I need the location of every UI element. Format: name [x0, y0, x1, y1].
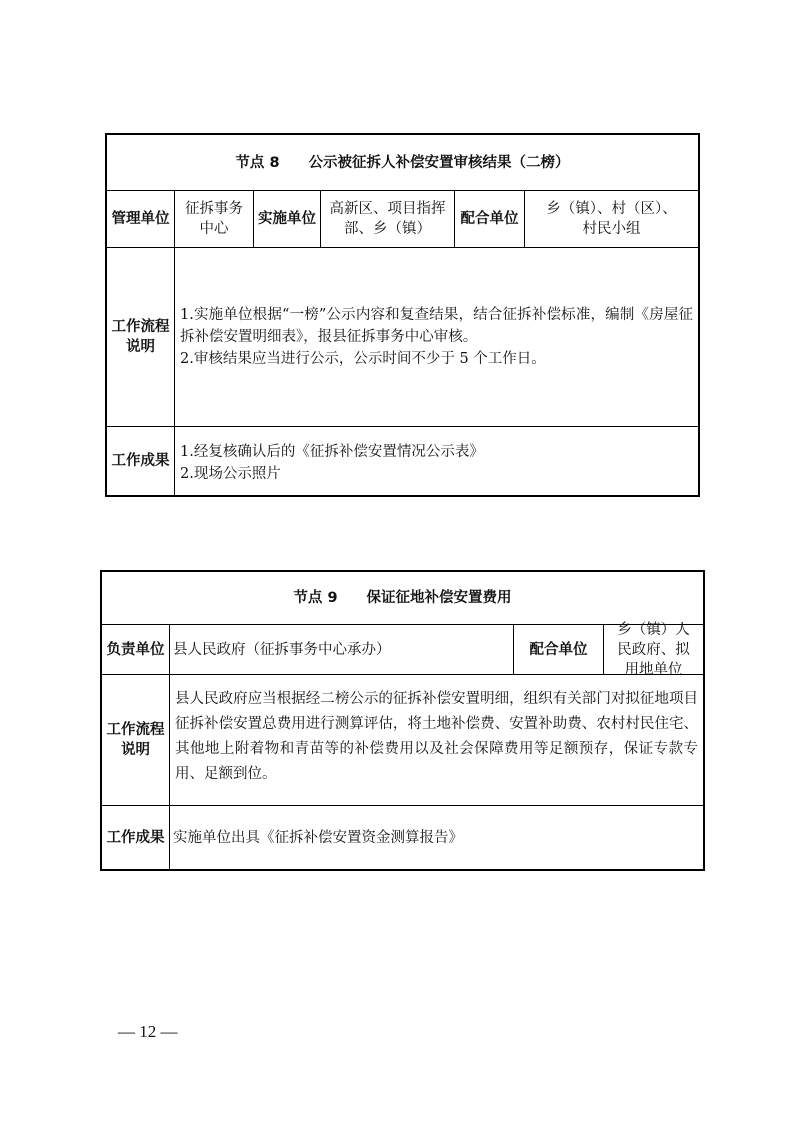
node9-flow-text: 县人民政府应当根据经二榜公示的征拆补偿安置明细，组织有关部门对拟征地项目征拆补偿安置总费用进行测算评估，将土地补偿费、安置补助费、农村村民住宅、其他地上附着物和青苗等的补偿费用以及社会保障费用等足额预存，保证专款专用、足额到位。 — [175, 691, 698, 782]
node8-result-item-2: 2.现场公示照片 — [180, 466, 281, 482]
node8-flow-content — [174, 248, 698, 426]
node8-title: 节点 8 公示被征拆人补偿安置审核结果（二榜） — [235, 154, 570, 171]
node8-impl-value: 高新区、项目指挥部、乡（镇） — [320, 191, 454, 247]
node9-flow-row — [102, 674, 703, 805]
node8-result-item-1: 1.经复核确认后的《征拆补偿安置情况公示表》 — [180, 444, 484, 460]
node9-coop-value: 乡（镇）人民政府、拟用地单位 — [603, 625, 703, 674]
node9-result-row — [102, 805, 703, 869]
node9-resp-label: 负责单位 — [106, 641, 165, 658]
node9-unit-row — [102, 621, 703, 678]
node9-coop-label: 配合单位 — [513, 625, 603, 674]
node8-mgmt-label: 管理单位 — [111, 211, 170, 227]
node9-flow-content — [169, 675, 703, 805]
node8-result-row — [107, 426, 698, 495]
node9-table — [100, 570, 705, 871]
node8-coop-label: 配合单位 — [454, 191, 524, 247]
node9-title: 节点 9 保证征地补偿安置费用 — [293, 590, 512, 606]
node9-result-text: 实施单位出具《征拆补偿安置资金测算报告》 — [169, 806, 703, 869]
node9-result-label: 工作成果 — [106, 829, 165, 846]
node8-flow-item-2: 2.审核结果应当进行公示，公示时间不少于 5 个工作日。 — [180, 351, 546, 367]
node9-flow-label: 工作流程说明 — [106, 722, 165, 758]
node8-flow-row — [107, 247, 698, 426]
node9-title-row — [102, 572, 703, 624]
node8-result-content — [174, 427, 698, 495]
node8-mgmt-value: 征拆事务中心 — [174, 191, 253, 247]
node8-flow-label: 工作流程说明 — [111, 319, 170, 355]
node8-unit-row — [107, 190, 698, 247]
node8-table — [105, 133, 700, 497]
node8-result-label: 工作成果 — [111, 453, 170, 469]
node8-title-row — [107, 135, 698, 190]
page-number: — 12 — — [118, 1022, 178, 1041]
node9-resp-value: 县人民政府（征拆事务中心承办） — [169, 625, 513, 674]
node8-impl-label: 实施单位 — [253, 191, 320, 247]
node8-coop-value: 乡（镇）、村（区）、村民小组 — [524, 191, 698, 247]
node8-flow-item-1: 1.实施单位根据“一榜”公示内容和复查结果，结合征拆补偿标准，编制《房屋征拆补偿安置明细表》，报县征拆事务中心审核。 — [180, 307, 693, 345]
